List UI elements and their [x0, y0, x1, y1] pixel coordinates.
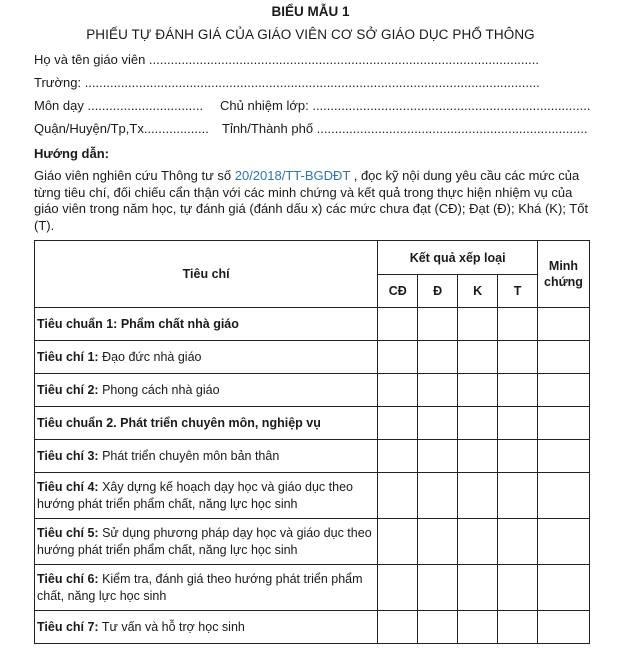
- rating-cell[interactable]: [418, 611, 458, 644]
- province-field[interactable]: Tỉnh/Thành phố ...........................................................................: [222, 121, 588, 136]
- rating-cell[interactable]: [498, 611, 538, 644]
- level-header: K: [458, 275, 498, 308]
- criterion-cell: [35, 308, 378, 341]
- criterion-label: Tiêu chí 3:: [37, 448, 99, 463]
- rating-cell[interactable]: [458, 473, 498, 519]
- rating-cell[interactable]: [378, 341, 418, 374]
- table-row: [35, 473, 590, 519]
- criterion-cell: [35, 611, 378, 644]
- evidence-cell[interactable]: [537, 519, 589, 565]
- criterion-cell: [35, 374, 378, 407]
- school-field[interactable]: Trường: ..............................................................................................................................: [34, 75, 540, 90]
- teacher-name-field[interactable]: Họ và tên giáo viên ............................................................................................................: [34, 52, 539, 67]
- criterion-label: Tiêu chí 1:: [37, 349, 99, 364]
- criterion-description: Đạo đức nhà giáo: [98, 349, 202, 364]
- criterion-label: Tiêu chí 2:: [37, 382, 99, 397]
- evidence-header: Minh chứng: [537, 241, 589, 308]
- level-header: Đ: [418, 275, 458, 308]
- guide-heading: Hướng dẫn:: [34, 146, 109, 161]
- form-subtitle: PHIẾU TỰ ĐÁNH GIÁ CỦA GIÁO VIÊN CƠ SỞ GIÁO DỤC PHỔ THÔNG: [86, 27, 535, 42]
- rating-cell[interactable]: [418, 565, 458, 611]
- rating-cell[interactable]: [498, 565, 538, 611]
- criterion-cell: [35, 407, 378, 440]
- subject-field[interactable]: Môn dạy ................................: [34, 98, 204, 113]
- rating-cell[interactable]: [458, 341, 498, 374]
- rating-cell[interactable]: [418, 440, 458, 473]
- criterion-label: Tiêu chí 6:: [37, 572, 99, 586]
- criterion-label: Tiêu chí 5:: [37, 526, 99, 540]
- criterion-description: Phát triển chuyên môn bản thân: [98, 448, 280, 463]
- criteria-header: Tiêu chí: [35, 241, 378, 308]
- evidence-cell[interactable]: [537, 341, 589, 374]
- rating-cell[interactable]: [458, 519, 498, 565]
- evidence-cell[interactable]: [537, 308, 589, 341]
- rating-cell[interactable]: [418, 407, 458, 440]
- table-row: [35, 374, 590, 407]
- criterion-label: Tiêu chuẩn 2. Phát triển chuyên môn, nghiệp vụ: [37, 415, 321, 430]
- rating-cell[interactable]: [418, 519, 458, 565]
- rating-cell[interactable]: [418, 374, 458, 407]
- criterion-label: Tiêu chuẩn 1: Phẩm chất nhà giáo: [37, 316, 239, 331]
- evidence-cell[interactable]: [537, 565, 589, 611]
- table-row: [35, 341, 590, 374]
- rating-cell[interactable]: [458, 565, 498, 611]
- rating-cell[interactable]: [378, 374, 418, 407]
- rating-cell[interactable]: [378, 565, 418, 611]
- rating-cell[interactable]: [418, 308, 458, 341]
- criterion-description: Sử dụng phương pháp dạy học và giáo dục theo hướng phát triển phẩm chất, năng lực học sinh: [37, 526, 372, 557]
- rating-cell[interactable]: [378, 407, 418, 440]
- rating-cell[interactable]: [378, 519, 418, 565]
- guide-paragraph: [34, 168, 592, 234]
- criterion-description: Phong cách nhà giáo: [98, 382, 220, 397]
- rating-cell[interactable]: [498, 519, 538, 565]
- rating-cell[interactable]: [458, 440, 498, 473]
- rating-cell[interactable]: [498, 341, 538, 374]
- rating-cell[interactable]: [378, 308, 418, 341]
- rating-cell[interactable]: [498, 440, 538, 473]
- evidence-cell[interactable]: [537, 407, 589, 440]
- circular-link[interactable]: 20/2018/TT-BGDĐT: [234, 168, 351, 183]
- result-header: Kết quả xếp loại: [378, 241, 538, 275]
- criterion-label: Tiêu chí 4:: [37, 480, 99, 494]
- rating-cell[interactable]: [458, 374, 498, 407]
- level-header: T: [498, 275, 538, 308]
- self-assessment-table: [34, 240, 590, 644]
- rating-cell[interactable]: [458, 611, 498, 644]
- evidence-cell[interactable]: [537, 473, 589, 519]
- criterion-description: Xây dựng kế hoạch dạy học và giáo dục theo hướng phát triển phẩm chất, năng lực học sinh: [37, 480, 353, 511]
- rating-cell[interactable]: [378, 440, 418, 473]
- rating-cell[interactable]: [458, 308, 498, 341]
- criterion-cell: [35, 473, 378, 519]
- district-field[interactable]: Quận/Huyện/Tp,Tx..................: [34, 121, 209, 136]
- criterion-cell: [35, 519, 378, 565]
- table-row: [35, 611, 590, 644]
- criterion-cell: [35, 565, 378, 611]
- rating-cell[interactable]: [498, 473, 538, 519]
- rating-cell[interactable]: [458, 407, 498, 440]
- evidence-cell[interactable]: [537, 374, 589, 407]
- criterion-label: Tiêu chí 7:: [37, 619, 99, 634]
- rating-cell[interactable]: [418, 473, 458, 519]
- criterion-cell: [35, 440, 378, 473]
- table-row: [35, 308, 590, 341]
- rating-cell[interactable]: [378, 473, 418, 519]
- level-header: CĐ: [378, 275, 418, 308]
- rating-cell[interactable]: [418, 341, 458, 374]
- evidence-cell[interactable]: [537, 611, 589, 644]
- rating-cell[interactable]: [498, 407, 538, 440]
- rating-cell[interactable]: [378, 611, 418, 644]
- criterion-description: Tư vấn và hỗ trợ học sinh: [98, 619, 245, 634]
- rating-cell[interactable]: [498, 308, 538, 341]
- table-row: [35, 407, 590, 440]
- form-title: BIỂU MẪU 1: [271, 4, 350, 19]
- table-row: [35, 565, 590, 611]
- table-row: [35, 440, 590, 473]
- guide-text-after: , đọc kỹ nội dung yêu cầu các mức của từng tiêu chí, đối chiếu cẩn thận với các minh chứng và kết quả trong thực hiện nhiệm vụ của giáo viên trong năm học, tự đánh giá (đánh dấu x) các mức chưa đạt (CĐ); Đạt (Đ); Khá (K); Tốt (T).: [34, 168, 589, 233]
- evidence-cell[interactable]: [537, 440, 589, 473]
- homeroom-field[interactable]: Chủ nhiệm lớp: .............................................................................: [220, 98, 591, 113]
- criterion-description: Kiểm tra, đánh giá theo hướng phát triển phẩm chất, năng lực học sinh: [37, 572, 363, 603]
- table-row: [35, 519, 590, 565]
- guide-text-before: Giáo viên nghiên cứu Thông tư số: [34, 168, 235, 183]
- rating-cell[interactable]: [498, 374, 538, 407]
- criterion-cell: [35, 341, 378, 374]
